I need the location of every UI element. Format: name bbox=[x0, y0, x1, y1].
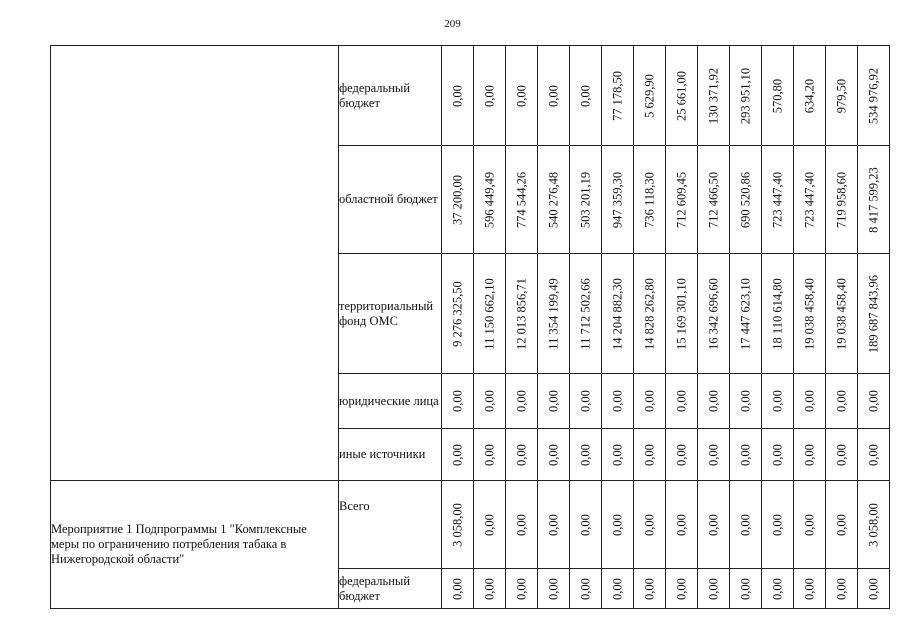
value-text: 0,00 bbox=[610, 513, 624, 536]
value-text: 0,00 bbox=[514, 577, 528, 600]
value-text: 0,00 bbox=[514, 84, 528, 107]
value-text: 0,00 bbox=[674, 577, 688, 600]
value-cell bbox=[570, 46, 602, 146]
value-cell bbox=[858, 254, 890, 374]
value-text: 0,00 bbox=[450, 84, 464, 107]
value-cell bbox=[666, 46, 698, 146]
value-text: 0,00 bbox=[450, 443, 464, 466]
value-cell bbox=[730, 429, 762, 481]
value-cell bbox=[538, 46, 570, 146]
value-cell bbox=[730, 374, 762, 429]
value-cell bbox=[730, 569, 762, 609]
funding-source-cell: Всего bbox=[339, 481, 442, 569]
value-text: 0,00 bbox=[802, 577, 816, 600]
value-cell bbox=[858, 46, 890, 146]
value-cell bbox=[794, 481, 826, 569]
value-text: 0,00 bbox=[866, 390, 880, 412]
value-cell bbox=[698, 481, 730, 569]
value-text: 11 150 662,10 bbox=[482, 277, 496, 350]
value-cell bbox=[474, 429, 506, 481]
value-text: 712 609,45 bbox=[674, 171, 688, 228]
value-cell bbox=[602, 254, 634, 374]
value-cell bbox=[602, 481, 634, 569]
value-cell bbox=[666, 254, 698, 374]
value-text: 0,00 bbox=[482, 577, 496, 600]
value-cell bbox=[538, 481, 570, 569]
value-text: 18 110 614,80 bbox=[770, 277, 784, 350]
value-text: 0,00 bbox=[482, 390, 496, 412]
value-text: 0,00 bbox=[834, 577, 848, 600]
table-row bbox=[51, 481, 890, 569]
value-text: 0,00 bbox=[834, 443, 848, 466]
value-cell bbox=[570, 374, 602, 429]
value-cell bbox=[506, 46, 538, 146]
value-cell bbox=[634, 146, 666, 254]
value-text: 0,00 bbox=[706, 443, 720, 466]
value-text: 3 058,00 bbox=[866, 502, 880, 547]
value-cell bbox=[442, 481, 474, 569]
value-text: 0,00 bbox=[578, 443, 592, 466]
value-text: 0,00 bbox=[770, 577, 784, 600]
value-cell bbox=[634, 569, 666, 609]
value-cell bbox=[506, 146, 538, 254]
budget-table bbox=[50, 45, 890, 609]
value-text: 0,00 bbox=[866, 577, 880, 600]
value-cell bbox=[698, 46, 730, 146]
value-text: 0,00 bbox=[770, 390, 784, 412]
value-cell bbox=[698, 146, 730, 254]
value-text: 719 958,60 bbox=[834, 171, 848, 228]
value-cell bbox=[826, 429, 858, 481]
value-cell bbox=[666, 374, 698, 429]
value-cell bbox=[538, 374, 570, 429]
value-text: 0,00 bbox=[738, 390, 752, 412]
funding-source-cell: территориальный фонд ОМС bbox=[339, 254, 442, 374]
value-cell bbox=[826, 569, 858, 609]
value-cell bbox=[634, 429, 666, 481]
value-cell bbox=[762, 374, 794, 429]
value-text: 293 951,10 bbox=[738, 67, 752, 124]
value-text: 0,00 bbox=[706, 577, 720, 600]
value-cell bbox=[762, 46, 794, 146]
value-cell bbox=[826, 254, 858, 374]
funding-source-cell: областной бюджет bbox=[339, 146, 442, 254]
value-text: 947 359,30 bbox=[610, 171, 624, 228]
value-cell bbox=[826, 146, 858, 254]
value-text: 690 520,86 bbox=[738, 171, 752, 228]
value-text: 0,00 bbox=[642, 390, 656, 412]
value-cell bbox=[506, 429, 538, 481]
value-cell bbox=[442, 46, 474, 146]
value-cell bbox=[634, 254, 666, 374]
value-text: 0,00 bbox=[578, 84, 592, 107]
value-cell bbox=[506, 481, 538, 569]
value-cell bbox=[634, 46, 666, 146]
value-text: 0,00 bbox=[514, 513, 528, 536]
value-text: 0,00 bbox=[546, 577, 560, 600]
value-text: 0,00 bbox=[450, 577, 464, 600]
value-text: 11 354 199,49 bbox=[546, 277, 560, 350]
value-cell bbox=[506, 254, 538, 374]
value-text: 0,00 bbox=[802, 390, 816, 412]
value-text: 0,00 bbox=[578, 577, 592, 600]
value-cell bbox=[506, 374, 538, 429]
value-cell bbox=[538, 146, 570, 254]
value-text: 0,00 bbox=[802, 443, 816, 466]
value-text: 14 204 882,30 bbox=[610, 277, 624, 350]
value-text: 0,00 bbox=[610, 390, 624, 412]
value-cell bbox=[762, 429, 794, 481]
value-text: 0,00 bbox=[546, 84, 560, 107]
value-text: 0,00 bbox=[546, 513, 560, 536]
value-text: 0,00 bbox=[610, 443, 624, 466]
value-text: 634,20 bbox=[802, 78, 816, 113]
page-number: 209 bbox=[444, 18, 461, 30]
value-text: 189 687 843,96 bbox=[866, 274, 880, 353]
value-text: 774 544,26 bbox=[514, 171, 528, 228]
value-cell bbox=[698, 254, 730, 374]
value-cell bbox=[602, 429, 634, 481]
value-cell bbox=[698, 429, 730, 481]
value-text: 0,00 bbox=[738, 513, 752, 536]
value-cell bbox=[602, 374, 634, 429]
value-cell bbox=[794, 374, 826, 429]
activity-name-cell: Мероприятие 1 Подпрограммы 1 "Комплексные меры по ограничению потребления табака в Нижегородской области" bbox=[51, 481, 339, 609]
value-text: 5 629,90 bbox=[642, 73, 656, 118]
funding-source-cell: федеральный бюджет bbox=[339, 46, 442, 146]
value-text: 77 178,50 bbox=[610, 70, 624, 121]
value-cell bbox=[794, 569, 826, 609]
value-text: 570,80 bbox=[770, 78, 784, 113]
value-cell bbox=[538, 429, 570, 481]
value-text: 723 447,40 bbox=[770, 171, 784, 228]
value-cell bbox=[570, 481, 602, 569]
value-text: 0,00 bbox=[482, 443, 496, 466]
value-text: 540 276,48 bbox=[546, 171, 560, 228]
value-text: 12 013 856,71 bbox=[514, 277, 528, 350]
value-cell bbox=[474, 481, 506, 569]
value-text: 0,00 bbox=[674, 443, 688, 466]
value-text: 0,00 bbox=[578, 513, 592, 536]
value-cell bbox=[794, 429, 826, 481]
value-text: 25 661,00 bbox=[674, 70, 688, 121]
value-cell bbox=[858, 429, 890, 481]
value-cell bbox=[538, 254, 570, 374]
value-text: 0,00 bbox=[482, 84, 496, 107]
value-text: 0,00 bbox=[450, 390, 464, 412]
value-text: 0,00 bbox=[514, 390, 528, 412]
value-cell bbox=[474, 46, 506, 146]
value-text: 15 169 301,10 bbox=[674, 277, 688, 350]
value-cell bbox=[826, 481, 858, 569]
value-cell bbox=[570, 254, 602, 374]
value-cell bbox=[730, 146, 762, 254]
value-text: 0,00 bbox=[674, 390, 688, 412]
value-text: 0,00 bbox=[546, 390, 560, 412]
value-text: 0,00 bbox=[770, 513, 784, 536]
value-cell bbox=[762, 481, 794, 569]
value-text: 0,00 bbox=[834, 390, 848, 412]
value-cell bbox=[858, 569, 890, 609]
funding-source-cell: федеральный бюджет bbox=[339, 569, 442, 609]
value-cell bbox=[858, 481, 890, 569]
value-cell bbox=[634, 374, 666, 429]
value-text: 37 200,00 bbox=[450, 174, 464, 225]
value-cell bbox=[730, 46, 762, 146]
value-cell bbox=[474, 569, 506, 609]
value-cell bbox=[858, 146, 890, 254]
value-text: 534 976,92 bbox=[866, 67, 880, 124]
value-text: 16 342 696,60 bbox=[706, 277, 720, 350]
value-text: 0,00 bbox=[578, 390, 592, 412]
value-text: 0,00 bbox=[770, 443, 784, 466]
value-text: 723 447,40 bbox=[802, 171, 816, 228]
value-cell bbox=[474, 146, 506, 254]
value-cell bbox=[762, 569, 794, 609]
value-cell bbox=[634, 481, 666, 569]
value-cell bbox=[538, 569, 570, 609]
value-cell bbox=[442, 146, 474, 254]
value-text: 9 276 325,50 bbox=[450, 280, 464, 347]
value-text: 503 201,19 bbox=[578, 171, 592, 228]
value-cell bbox=[474, 374, 506, 429]
value-text: 0,00 bbox=[706, 390, 720, 412]
value-text: 0,00 bbox=[482, 513, 496, 536]
value-cell bbox=[602, 569, 634, 609]
value-cell bbox=[602, 46, 634, 146]
value-text: 17 447 623,10 bbox=[738, 277, 752, 350]
value-cell bbox=[826, 46, 858, 146]
value-cell bbox=[442, 569, 474, 609]
value-text: 0,00 bbox=[642, 513, 656, 536]
value-cell bbox=[442, 254, 474, 374]
value-cell bbox=[794, 254, 826, 374]
value-text: 0,00 bbox=[834, 513, 848, 536]
table-row bbox=[51, 46, 890, 146]
funding-source-cell: юридические лица bbox=[339, 374, 442, 429]
value-text: 979,50 bbox=[834, 78, 848, 113]
value-cell bbox=[730, 254, 762, 374]
value-cell bbox=[826, 374, 858, 429]
value-cell bbox=[666, 481, 698, 569]
value-text: 0,00 bbox=[610, 577, 624, 600]
value-cell bbox=[506, 569, 538, 609]
value-cell bbox=[762, 146, 794, 254]
value-text: 130 371,92 bbox=[706, 67, 720, 124]
value-cell bbox=[858, 374, 890, 429]
value-text: 0,00 bbox=[642, 443, 656, 466]
value-cell bbox=[570, 429, 602, 481]
value-text: 736 118,30 bbox=[642, 171, 656, 228]
value-text: 596 449,49 bbox=[482, 171, 496, 228]
value-cell bbox=[730, 481, 762, 569]
value-cell bbox=[666, 429, 698, 481]
value-cell bbox=[698, 374, 730, 429]
value-text: 11 712 502,66 bbox=[578, 277, 592, 350]
value-text: 712 466,50 bbox=[706, 171, 720, 228]
value-cell bbox=[442, 429, 474, 481]
value-cell bbox=[666, 569, 698, 609]
value-text: 0,00 bbox=[514, 443, 528, 466]
value-text: 8 417 599,23 bbox=[866, 166, 880, 233]
value-text: 0,00 bbox=[738, 577, 752, 600]
value-text: 3 058,00 bbox=[450, 502, 464, 547]
activity-cell-empty bbox=[51, 46, 339, 481]
value-text: 0,00 bbox=[738, 443, 752, 466]
value-text: 0,00 bbox=[674, 513, 688, 536]
value-cell bbox=[570, 146, 602, 254]
value-cell bbox=[570, 569, 602, 609]
value-cell bbox=[794, 146, 826, 254]
value-text: 0,00 bbox=[546, 443, 560, 466]
value-cell bbox=[698, 569, 730, 609]
value-cell bbox=[474, 254, 506, 374]
value-cell bbox=[762, 254, 794, 374]
value-text: 0,00 bbox=[642, 577, 656, 600]
value-text: 0,00 bbox=[802, 513, 816, 536]
value-cell bbox=[602, 146, 634, 254]
value-cell bbox=[794, 46, 826, 146]
funding-source-cell: иные источники bbox=[339, 429, 442, 481]
value-text: 0,00 bbox=[866, 443, 880, 466]
value-text: 19 038 458,40 bbox=[802, 277, 816, 350]
value-cell bbox=[666, 146, 698, 254]
value-text: 14 828 262,80 bbox=[642, 277, 656, 350]
value-text: 0,00 bbox=[706, 513, 720, 536]
value-text: 19 038 458,40 bbox=[834, 277, 848, 350]
value-cell bbox=[442, 374, 474, 429]
